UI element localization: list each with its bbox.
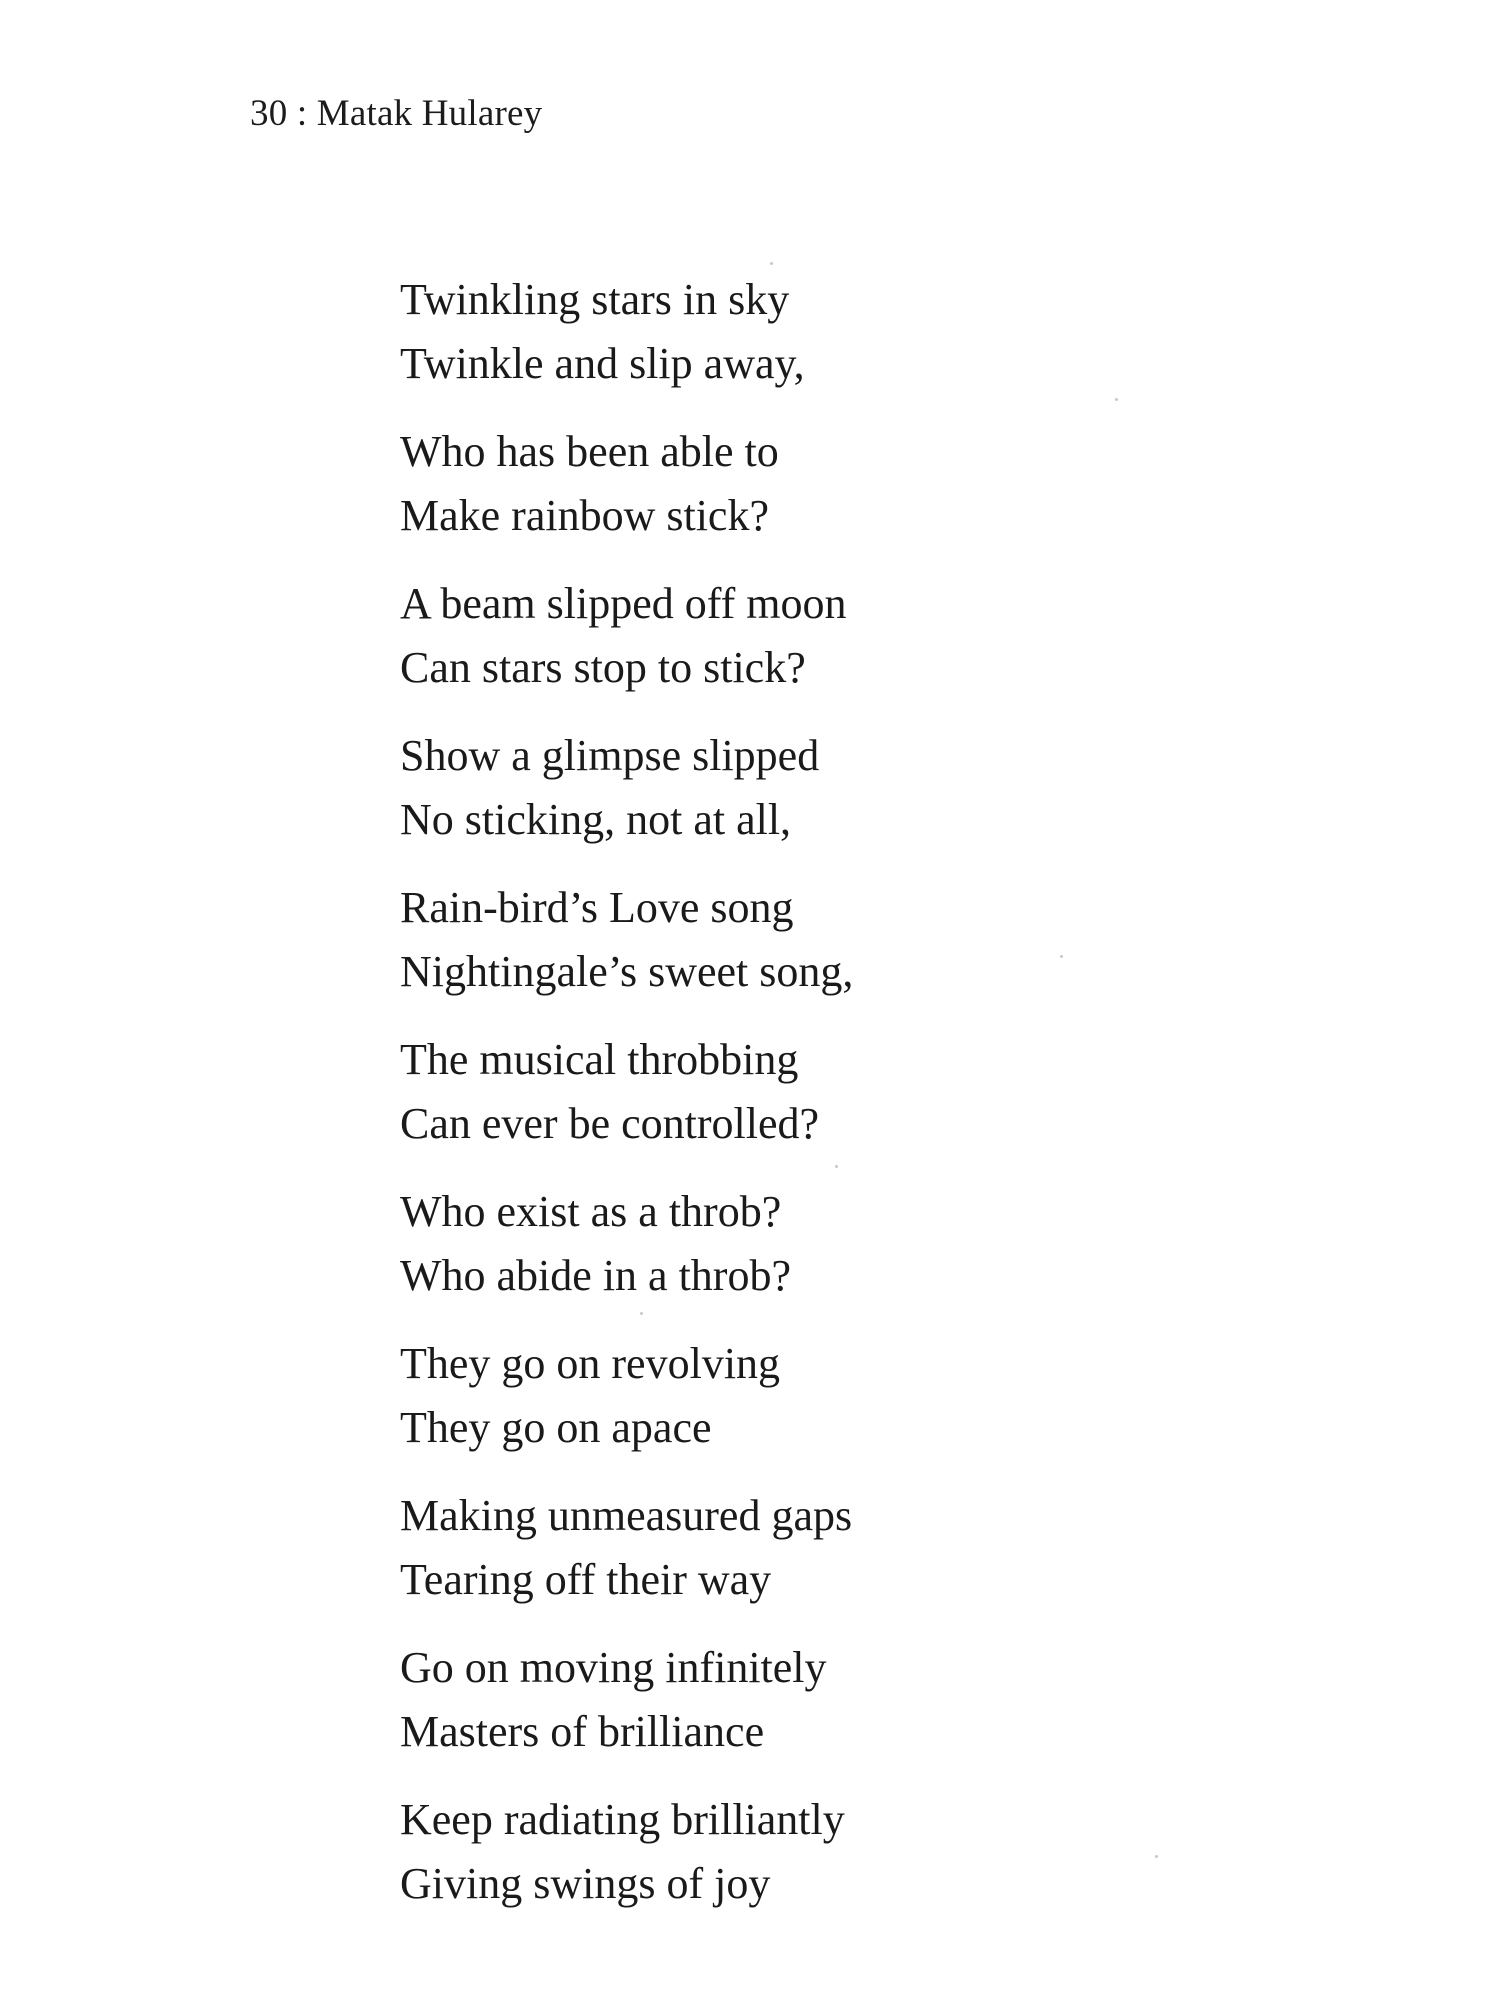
poem-line: Go on moving infinitely: [400, 1643, 827, 1692]
stanza: [400, 1636, 1300, 1764]
poem-line: Tearing off their way: [400, 1555, 772, 1604]
stanza: [400, 1180, 1300, 1308]
stanza: [400, 1788, 1300, 1916]
stanza: [400, 420, 1300, 548]
scan-speck: [1155, 1855, 1158, 1858]
scan-speck: [1060, 955, 1063, 958]
scan-speck: [640, 1312, 643, 1315]
stanza: [400, 724, 1300, 852]
stanza: [400, 268, 1300, 396]
poem-line: No sticking, not at all,: [400, 795, 792, 844]
poem-line: A beam slipped off moon: [400, 579, 847, 628]
scan-speck: [835, 1165, 838, 1168]
stanza: [400, 1028, 1300, 1156]
poem-line: Nightingale’s sweet song,: [400, 947, 854, 996]
poem-line: Making unmeasured gaps: [400, 1491, 853, 1540]
running-header: 30 : Matak Hularey: [250, 93, 543, 134]
poem-line: Masters of brilliance: [400, 1707, 765, 1756]
poem-line: Can ever be controlled?: [400, 1099, 820, 1148]
poem-line: They go on revolving: [400, 1339, 781, 1388]
poem-line: Who exist as a throb?: [400, 1187, 782, 1236]
stanza: [400, 1484, 1300, 1612]
poem-line: The musical throbbing: [400, 1035, 799, 1084]
poem-line: Twinkling stars in sky: [400, 275, 790, 324]
scan-speck: [770, 262, 773, 265]
poem-line: Make rainbow stick?: [400, 491, 769, 540]
poem-line: Who has been able to: [400, 427, 779, 476]
poem-line: They go on apace: [400, 1403, 712, 1452]
poem-line: Who abide in a throb?: [400, 1251, 791, 1300]
poem-line: Rain-bird’s Love song: [400, 883, 794, 932]
poem: [400, 268, 1300, 1940]
poem-line: Keep radiating brilliantly: [400, 1795, 845, 1844]
poem-line: Can stars stop to stick?: [400, 643, 806, 692]
scan-speck: [1115, 398, 1118, 401]
poem-line: Twinkle and slip away,: [400, 339, 805, 388]
poem-line: Giving swings of joy: [400, 1859, 771, 1908]
poem-line: Show a glimpse slipped: [400, 731, 820, 780]
stanza: [400, 876, 1300, 1004]
stanza: [400, 1332, 1300, 1460]
stanza: [400, 572, 1300, 700]
